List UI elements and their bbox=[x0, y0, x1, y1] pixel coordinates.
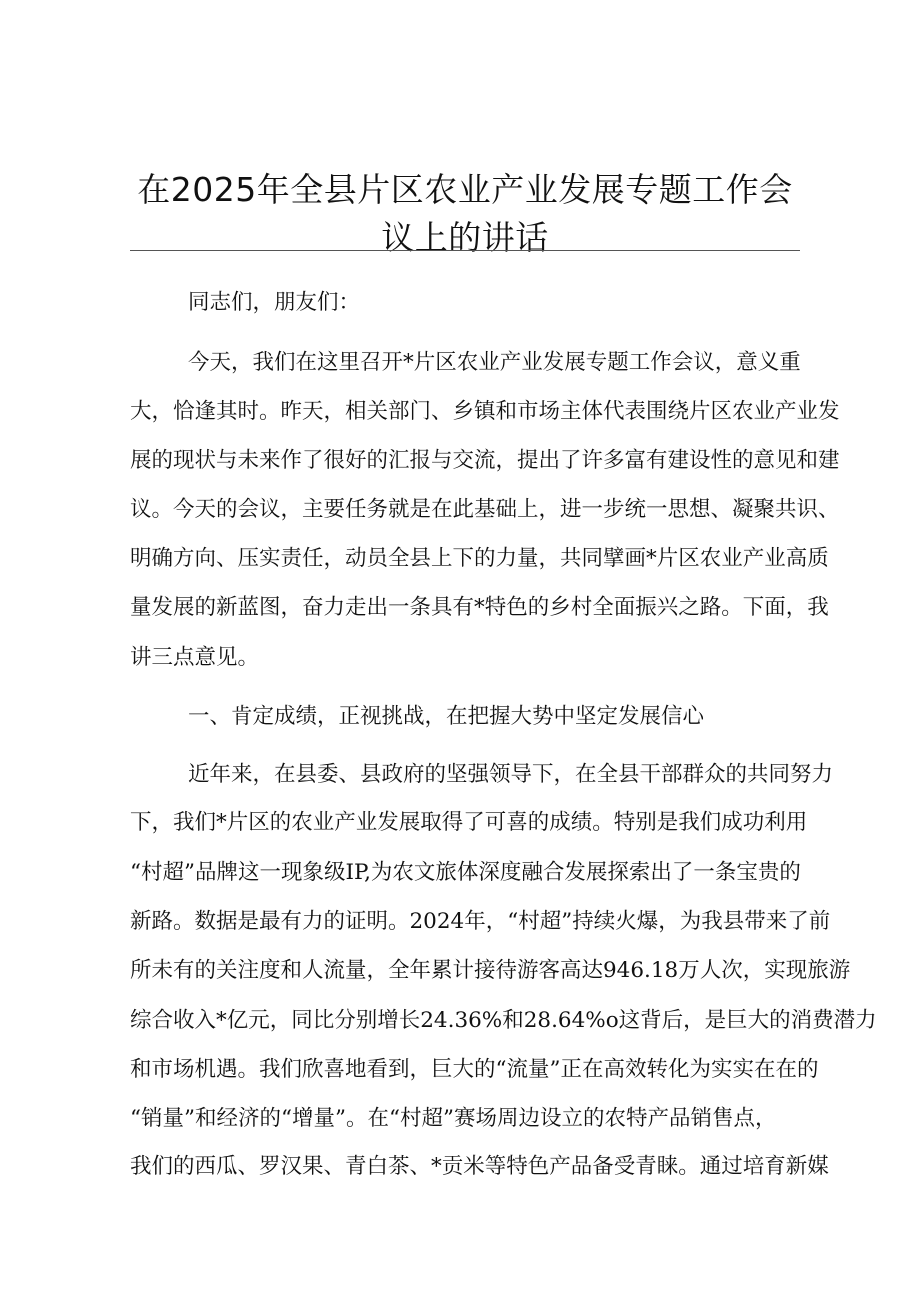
paragraph-2-line: 和市场机遇。我们欣喜地看到，巨大的“流量”正在高效转化为实实在在的 bbox=[130, 1057, 819, 1082]
paragraph-1-line: 今天，我们在这里召开*片区农业产业发展专题工作会议，意义重 bbox=[188, 350, 801, 375]
salutation: 同志们，朋友们： bbox=[188, 290, 361, 315]
title-underline bbox=[130, 250, 800, 251]
paragraph-2-line: 我们的西瓜、罗汉果、青白茶、*贡米等特色产品备受青睐。通过培育新媒 bbox=[130, 1154, 829, 1179]
paragraph-1-line: 大，恰逢其时。昨天，相关部门、乡镇和市场主体代表围绕片区农业产业发 bbox=[130, 399, 840, 424]
document-title-line-1: 在2025年全县片区农业产业发展专题工作会 bbox=[137, 170, 793, 209]
paragraph-2-line: 综合收入*亿元，同比分别增长24.36%和28.64%o这背后，是巨大的消费潜力 bbox=[130, 1008, 877, 1033]
document-title-line-2: 议上的讲话 bbox=[381, 218, 549, 257]
paragraph-2-line: 新路。数据是最有力的证明。2024年，“村超”持续火爆，为我县带来了前 bbox=[130, 909, 831, 934]
paragraph-2-line: 所未有的关注度和人流量，全年累计接待游客高达946.18万人次，实现旅游 bbox=[130, 958, 851, 983]
paragraph-1-line: 量发展的新蓝图，奋力走出一条具有*特色的乡村全面振兴之路。下面，我 bbox=[130, 595, 829, 620]
section-heading-1: 一、肯定成绩，正视挑战，在把握大势中坚定发展信心 bbox=[188, 704, 705, 729]
paragraph-2-line: 下，我们*片区的农业产业发展取得了可喜的成绩。特别是我们成功利用 bbox=[130, 810, 808, 835]
paragraph-2-line: “村超”品牌这一现象级IP,为农文旅体深度融合发展探索出了一条宝贵的 bbox=[130, 860, 801, 885]
paragraph-1-line: 明确方向、压实责任，动员全县上下的力量，共同擘画*片区农业产业高质 bbox=[130, 546, 829, 571]
paragraph-2-line: “销量”和经济的“增量”。在“村超”赛场周边设立的农特产品销售点， bbox=[130, 1106, 777, 1131]
paragraph-1-line: 讲三点意见。 bbox=[130, 645, 260, 670]
paragraph-2-line: 近年来，在县委、县政府的坚强领导下，在全县干部群众的共同努力 bbox=[188, 762, 834, 787]
paragraph-1-line: 议。今天的会议，主要任务就是在此基础上，进一步统一思想、凝聚共识、 bbox=[130, 497, 840, 522]
paragraph-1-line: 展的现状与未来作了很好的汇报与交流，提出了许多富有建设性的意见和建 bbox=[130, 448, 840, 473]
